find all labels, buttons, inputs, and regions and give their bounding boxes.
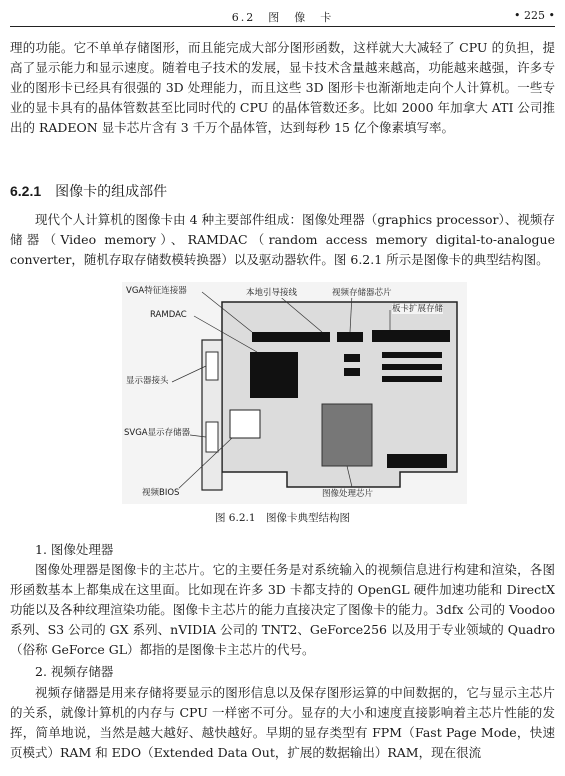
mem-chip-b: [344, 368, 360, 376]
ramdac-chip: [250, 352, 298, 398]
label-expansion: 板卡扩展存储: [392, 304, 444, 314]
memory-strip-3: [372, 330, 450, 342]
label-video-bios: 视频BIOS: [142, 488, 180, 498]
memory-strip-1: [252, 332, 330, 342]
header-section: 6.2 图 像 卡: [231, 11, 334, 24]
label-vga-feature: VGA特征连接器: [126, 286, 187, 296]
label-bios-line: 本地引导接线: [246, 288, 298, 298]
edge-connector: [387, 454, 447, 468]
section-number: 6.2.1: [10, 183, 42, 199]
running-header: [10, 6, 555, 27]
label-monitor-connector: 显示器接头: [126, 376, 169, 386]
bios-chip: [230, 410, 260, 438]
svga-connector-shape: [206, 422, 218, 452]
gpu-chip: [322, 404, 372, 466]
label-gpu: 图像处理芯片: [322, 489, 374, 499]
monitor-connector-shape: [206, 352, 218, 380]
subsection-2-title: 2. 视频存储器: [35, 664, 114, 679]
paragraph-video-memory: 视频存储器是用来存储将要显示的图形信息以及保存图形运算的中间数据的，它与显示主芯片的关系，就像计算机的内存与 CPU 一样密不可分。显存的大小和速度直接影响着主芯片性能的发挥，简单地说，当然是越大越好、越快越好。早期的显存类型有 FPM（Fast Page Mode，快速页模式）RAM 和 EDO（Extended Data Out，扩展的数据输出）RAM，现在很流: [10, 685, 555, 760]
mem-chip-c: [382, 352, 442, 358]
label-video-memory: 视频存储器芯片: [332, 288, 392, 298]
label-svga: SVGA显示存储器: [124, 428, 191, 438]
label-ramdac: RAMDAC: [150, 310, 187, 320]
section-title: 图像卡的组成部件: [55, 184, 168, 200]
graphics-card-figure: [122, 282, 467, 504]
subsection-1-title: 1. 图像处理器: [35, 542, 114, 557]
mem-chip-a: [344, 354, 360, 362]
figure-caption: 图 6.2.1 图像卡典型结构图: [214, 512, 351, 524]
mem-chip-e: [382, 376, 442, 382]
section-heading: [10, 181, 167, 201]
page-number: • 225 •: [514, 9, 555, 22]
memory-strip-2: [337, 332, 363, 342]
paragraph-components: 现代个人计算机的图像卡由 4 种主要部件组成：图像处理器（graphics processor）、视频存储器（Video memory）、RAMDAC（random access memory digital-to-analogue converter，随机存取存储数模转换器）以及驱动器软件。图 6.2.1 所示是图像卡的典型结构图。: [10, 212, 555, 267]
paragraph-gpu: 图像处理器是图像卡的主芯片。它的主要任务是对系统输入的视频信息进行构建和渲染，各图形函数基本上都集成在这里面。比如现在许多 3D 卡都支持的 OpenGL 硬件加速功能和 DirectX 功能以及各种纹理渲染功能。图像卡主芯片的能力直接决定了图像卡的能力。3dfx 公司的 Voodoo 系列、S3 公司的 GX 系列、nVIDIA 公司的 TNT2、GeForce256 以及用于专业领域的 Quadro（俗称 GeForce GL）都指的是图像卡主芯片的代号。: [10, 562, 555, 657]
mem-chip-d: [382, 364, 442, 370]
paragraph-intro: 理的功能。它不单单存储图形，而且能完成大部分图形函数，这样就大大减轻了 CPU 的负担，提高了显示能力和显示速度。随着电子技术的发展，显卡技术含量越来越高，功能越来越强，许多专业的图形卡已经具有很强的 3D 处理能力，而且这些 3D 图形卡也渐渐地走向个人计算机。一些专业的显卡具有的晶体管数甚至比同时代的 CPU 的晶体管数还多。比如 2000 年加拿大 ATI 公司推出的 RADEON 显卡芯片含有 3 千万个晶体管，达到每秒 15 亿个像素填写率。: [10, 40, 555, 135]
